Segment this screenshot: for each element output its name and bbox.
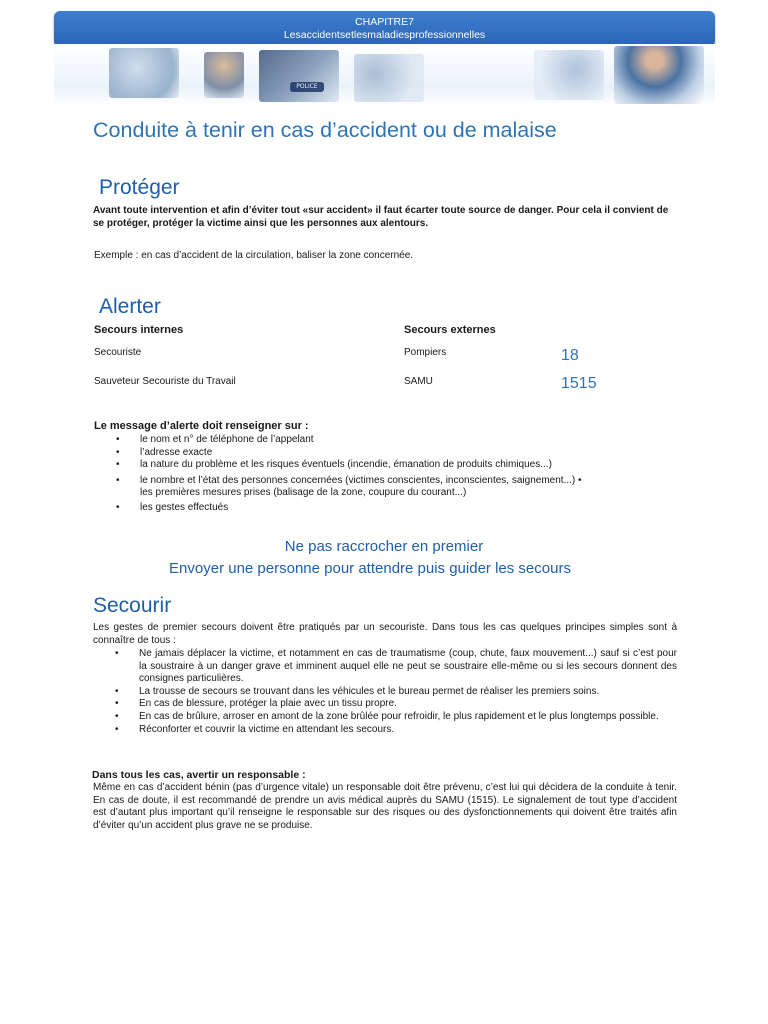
internal-rescue-2: Sauveteur Secouriste du Travail [94,376,236,387]
list-item: • Ne jamais déplacer la victime, et notamment en cas de traumatisme (coup, chute, faux mouvement...) sauf si c’est pour la soustraire à un danger grave et imminent auquel elle ne peut se soustraire elle-même ou si les secours donnent des consignes particulières. [115,648,677,685]
column-header-external: Secours externes [404,324,496,336]
column-header-internal: Secours internes [94,324,184,336]
list-item: • En cas de brûlure, arroser en amont de la zone brûlée pour refroidir, le plus rapidement et le plus longtemps possible. [115,710,659,722]
chapter-subtitle: Lesaccidentsetlesmaladiesprofessionnelles [283,29,486,41]
proteger-intro: Avant toute intervention et afin d’éviter tout «sur accident» il faut écarter toute source de danger. Pour cela il convient de se protéger, protéger la victime ainsi que les personnes aux alentours. [93,205,669,229]
notice-line-2: Envoyer une personne pour attendre puis guider les secours [169,560,571,577]
list-item: • les gestes effectués [116,501,229,513]
list-item: • Réconforter et couvrir la victime en attendant les secours. [115,723,395,735]
external-rescue-1: Pompiers [404,347,447,358]
secourir-list [93,648,677,736]
responsable-text: Même en cas d’accident bénin (pas d’urgence vitale) un responsable doit être prévenu, c’est lui qui décidera de la conduite à tenir. En cas de doute, il est recommandé de prendre un avis médical auprès du SAMU (1515). Le signalement de tout type d’accident est d’autant plus important qu’il renseigne le responsable sur des risques ou des dysfonctionnements qui doivent être traités afin d’éviter qu’un accident plus grave ne se produise. [93,782,677,831]
list-item: • En cas de blessure, protéger la plaie avec un tissu propre. [115,698,397,710]
notice-line-1: Ne pas raccrocher en premier [284,538,484,555]
emergency-number-2: 1515 [561,375,597,392]
responsable-title: Dans tous les cas, avertir un responsable : [92,769,306,781]
list-item: les premières mesures prises (balisage de la zone, coupure du courant...) [140,487,467,499]
proteger-example: Exemple : en cas d’accident de la circulation, baliser la zone concernée. [94,250,414,261]
section-heading-proteger: Protéger [99,176,180,199]
alert-message-list [94,434,684,515]
list-item: • La trousse de secours se trouvant dans les véhicules et le bureau permet de réaliser les premiers soins. [115,685,600,697]
list-item: • le nom et n° de téléphone de l’appelant [116,434,314,445]
external-rescue-2: SAMU [404,376,433,387]
secourir-intro: Les gestes de premier secours doivent être pratiqués par un secouriste. Dans tous les cas quelques principes simples sont à connaître de tous : [93,622,677,646]
list-item: • la nature du problème et les risques éventuels (incendie, émanation de produits chimiques...) [116,459,552,471]
chapter-label: CHAPITRE7 [355,16,414,28]
chapter-header [54,11,715,47]
section-heading-alerter: Alerter [99,295,161,318]
internal-rescue-1: Secouriste [94,347,142,358]
emergency-number-1: 18 [561,347,579,364]
alert-message-title: Le message d’alerte doit renseigner sur : [94,420,309,432]
police-badge: POLICE [290,82,324,92]
list-item: • le nombre et l’état des personnes concernées (victimes conscientes, inconscientes, saignement...) • [116,474,582,486]
page-title: Conduite à tenir en cas d’accident ou de malaise [93,118,557,142]
header-banner-image [54,44,715,106]
section-heading-secourir: Secourir [93,594,172,617]
list-item: • l’adresse exacte [116,446,213,458]
